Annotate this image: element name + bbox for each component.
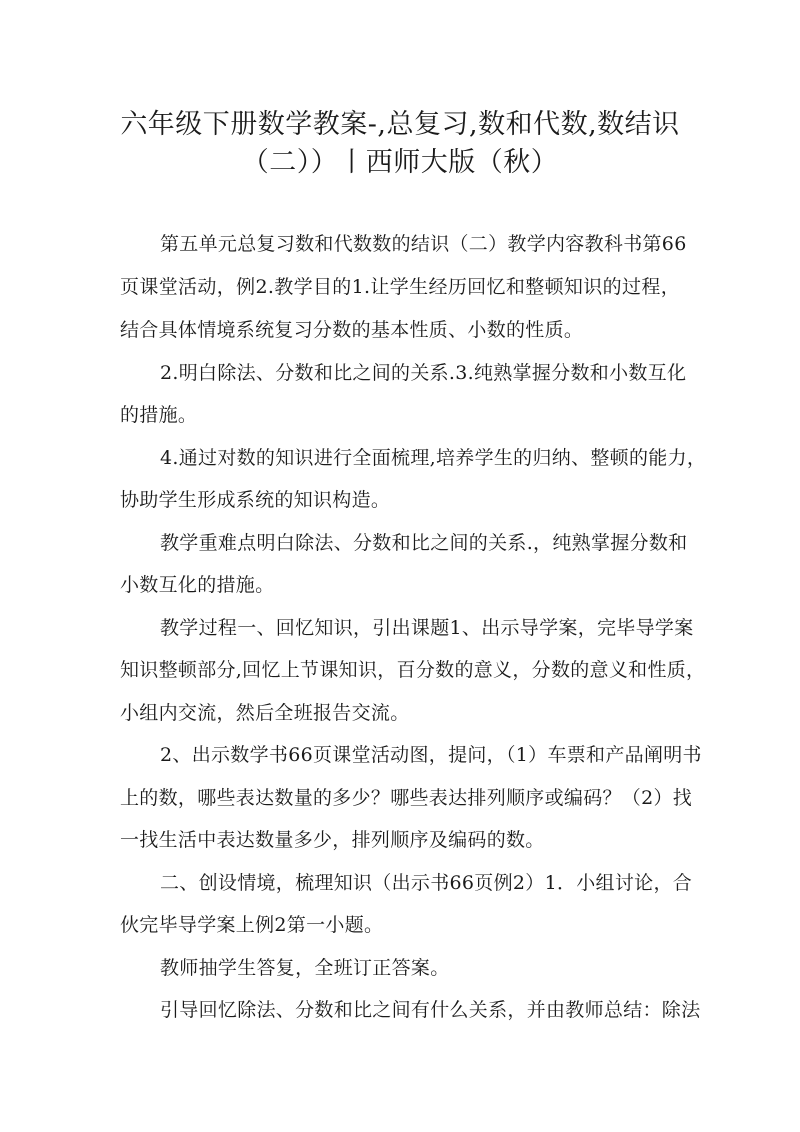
paragraph-line: 一找生活中表达数量多少，排列顺序及编码的数。: [120, 829, 545, 851]
paragraph-line: 协助学生形成系统的知识构造。: [120, 489, 391, 511]
paragraph-line: 知识整顿部分,回忆上节课知识，百分数的意义，分数的意义和性质，: [120, 659, 706, 681]
paragraph-line: 2、出示数学书66页课堂活动图，提问，（1）车票和产品阐明书: [160, 744, 702, 766]
document-title-line-2: （二））丨西师大版（秋）: [241, 147, 559, 178]
paragraph-line: 二、创设情境，梳理知识（出示书66页例2）1．小组讨论，合: [160, 872, 693, 894]
paragraph-line: 教学重难点明白除法、分数和比之间的关系.，纯熟掌握分数和: [160, 532, 688, 554]
paragraph-line: 结合具体情境系统复习分数的基本性质、小数的性质。: [120, 319, 584, 341]
paragraph-line: 伙完毕导学案上例2第一小题。: [120, 914, 384, 936]
paragraph-line: 上的数，哪些表达数量的多少？哪些表达排列顺序或编码？（2）找: [120, 787, 693, 809]
paragraph-line: 2.明白除法、分数和比之间的关系.3.纯熟掌握分数和小数互化: [160, 362, 687, 384]
paragraph-line: 页课堂活动，例2.教学目的1.让学生经历回忆和整顿知识的过程，: [120, 276, 680, 298]
paragraph-line: 的措施。: [120, 404, 198, 426]
document-title-line-1: 六年级下册数学教案-,总复习,数和代数,数结识: [120, 109, 680, 140]
paragraph-line: 教师抽学生答复，全班订正答案。: [160, 957, 450, 979]
paragraph-line: 教学过程一、回忆知识，引出课题1、出示导学案，完毕导学案: [160, 617, 694, 639]
paragraph-line: 引导回忆除法、分数和比之间有什么关系，并由教师总结：除法: [160, 999, 701, 1021]
paragraph-line: 4.通过对数的知识进行全面梳理,培养学生的归纳、整顿的能力，: [160, 447, 707, 469]
paragraph-line: 小数互化的措施。: [120, 574, 275, 596]
paragraph-line: 小组内交流，然后全班报告交流。: [120, 702, 410, 724]
paragraph-line: 第五单元总复习数和代数数的结识（二）教学内容教科书第66: [160, 233, 687, 255]
